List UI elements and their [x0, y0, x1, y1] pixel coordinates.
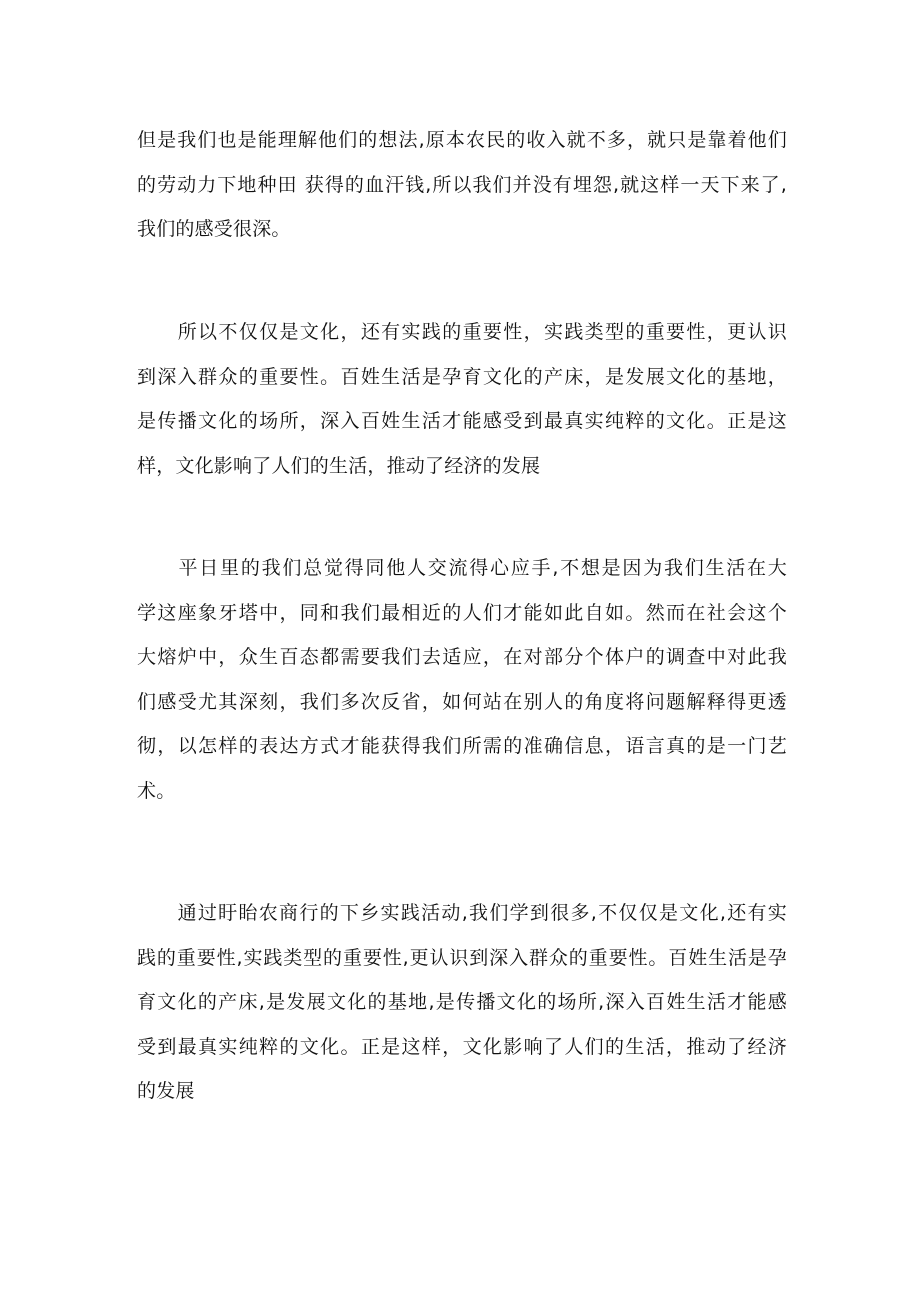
text-line: 样，文化影响了人们的生活，推动了经济的发展	[137, 454, 541, 477]
text-line: 通过盱眙农商行的下乡实践活动,我们学到很多,不仅仅是文化,还有实	[137, 902, 787, 924]
text-line: 学这座象牙塔中，同和我们最相近的人们才能如此自如。然而在社会这个	[137, 601, 787, 624]
text-line: 彻，以怎样的表达方式才能获得我们所需的准确信息，语言真的是一门艺	[137, 735, 787, 758]
text-line: 的劳动力下地种田 获得的血汗钱,所以我们并没有埋怨,就这样一天下来了,	[137, 173, 787, 196]
text-line: 但是我们也是能理解他们的想法,原本农民的收入就不多，就只是靠着他们	[137, 129, 787, 151]
text-line: 是传播文化的场所，深入百姓生活才能感受到最真实纯粹的文化。正是这	[137, 410, 787, 433]
text-line: 受到最真实纯粹的文化。正是这样，文化影响了人们的生活，推动了经济	[137, 1035, 787, 1058]
text-line: 践的重要性,实践类型的重要性,更认识到深入群众的重要性。百姓生活是孕	[137, 946, 787, 969]
paragraph-1	[137, 118, 787, 252]
paragraph-3	[137, 546, 787, 814]
text-line: 所以不仅仅是文化，还有实践的重要性，实践类型的重要性，更认识	[137, 321, 787, 343]
text-line: 术。	[137, 779, 176, 802]
text-line: 到深入群众的重要性。百姓生活是孕育文化的产床，是发展文化的基地，	[137, 365, 787, 388]
text-line: 育文化的产床,是发展文化的基地,是传播文化的场所,深入百姓生活才能感	[137, 991, 787, 1014]
text-line: 我们的感受很深。	[137, 218, 291, 241]
text-line: 平日里的我们总觉得同他人交流得心应手,不想是因为我们生活在大	[137, 557, 787, 579]
paragraph-2	[137, 310, 787, 488]
text-line: 们感受尤其深刻，我们多次反省，如何站在别人的角度将问题解释得更透	[137, 690, 787, 713]
text-line: 的发展	[137, 1080, 195, 1103]
paragraph-4	[137, 891, 787, 1114]
text-line: 大熔炉中，众生百态都需要我们去适应，在对部分个体户的调查中对此我	[137, 646, 787, 669]
